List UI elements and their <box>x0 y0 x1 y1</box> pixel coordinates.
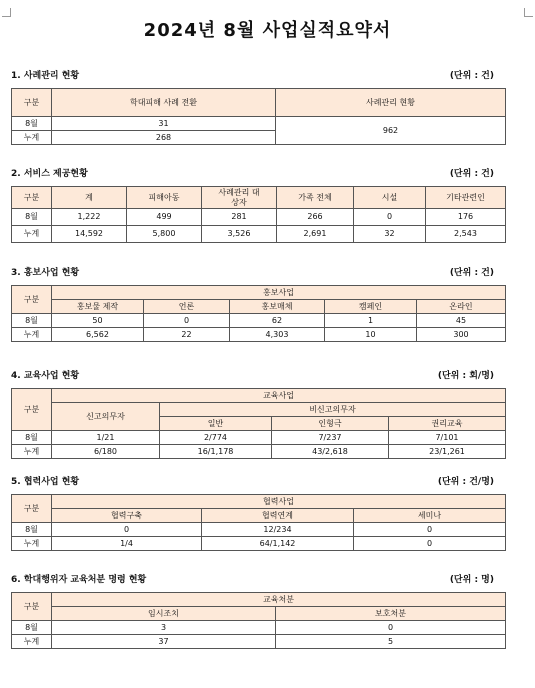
table-cell: 2/774 <box>160 431 272 445</box>
header-cell: 신고의무자 <box>52 403 160 431</box>
section-heading: 6. 학대행위자 교육처분 명령 현황 <box>11 575 147 585</box>
header-cell: 구분 <box>12 89 52 117</box>
row-label: 누계 <box>12 635 52 649</box>
table-cell: 1,222 <box>52 209 127 226</box>
table-cell: 7/101 <box>389 431 506 445</box>
section-promotion <box>11 265 506 342</box>
header-cell: 일반 <box>160 417 272 431</box>
header-cell: 구분 <box>12 187 52 209</box>
table-cell: 1/21 <box>52 431 160 445</box>
row-label: 8월 <box>12 314 52 328</box>
header-cell: 권리교육 <box>389 417 506 431</box>
table-cell: 176 <box>426 209 506 226</box>
header-cell: 언론 <box>144 300 230 314</box>
row-label: 누계 <box>12 445 52 459</box>
table-cell: 266 <box>277 209 354 226</box>
section-cooperation <box>11 474 506 551</box>
section-case-management <box>11 68 506 145</box>
education-table <box>11 388 506 459</box>
unit-label: (단위 : 건) <box>449 169 494 179</box>
section-education <box>11 368 506 459</box>
header-cell: 피해아동 <box>127 187 202 209</box>
case-management-table <box>11 88 506 145</box>
table-cell: 0 <box>354 523 506 537</box>
header-cell: 협력연계 <box>202 509 354 523</box>
row-label: 누계 <box>12 131 52 145</box>
group-header: 홍보사업 <box>52 286 506 300</box>
header-cell: 캠페인 <box>325 300 417 314</box>
table-cell: 4,303 <box>230 328 325 342</box>
section-heading: 1. 사례관리 현황 <box>11 71 80 81</box>
header-cell: 가족 전체 <box>277 187 354 209</box>
table-cell: 499 <box>127 209 202 226</box>
section-heading: 5. 협력사업 현황 <box>11 477 80 487</box>
table-cell: 14,592 <box>52 226 127 243</box>
disposition-table <box>11 592 506 649</box>
row-label: 8월 <box>12 523 52 537</box>
table-cell: 1/4 <box>52 537 202 551</box>
table-cell: 6/180 <box>52 445 160 459</box>
document-title: 2024년 8월 사업실적요약서 <box>143 20 392 41</box>
section-service <box>11 166 506 243</box>
header-cell: 세미나 <box>354 509 506 523</box>
unit-label: (단위 : 건) <box>449 71 494 81</box>
table-cell: 5,800 <box>127 226 202 243</box>
row-label: 8월 <box>12 117 52 131</box>
row-label: 8월 <box>12 431 52 445</box>
cooperation-table <box>11 494 506 551</box>
table-cell: 50 <box>52 314 144 328</box>
table-cell: 3 <box>52 621 276 635</box>
table-cell: 0 <box>276 621 506 635</box>
header-cell: 홍보물 제작 <box>52 300 144 314</box>
table-cell: 1 <box>325 314 417 328</box>
table-cell: 2,543 <box>426 226 506 243</box>
table-cell: 23/1,261 <box>389 445 506 459</box>
header-cell: 구분 <box>12 495 52 523</box>
header-cell: 구분 <box>12 593 52 621</box>
header-cell: 온라인 <box>417 300 506 314</box>
section-heading: 4. 교육사업 현황 <box>11 371 80 381</box>
table-cell: 16/1,178 <box>160 445 272 459</box>
unit-label: (단위 : 명) <box>449 575 494 585</box>
table-cell: 22 <box>144 328 230 342</box>
table-cell: 62 <box>230 314 325 328</box>
table-cell: 45 <box>417 314 506 328</box>
table-cell: 31 <box>52 117 276 131</box>
table-cell: 300 <box>417 328 506 342</box>
subgroup-header: 비신고의무자 <box>160 403 506 417</box>
table-cell: 43/2,618 <box>272 445 389 459</box>
group-header: 교육처분 <box>52 593 506 607</box>
header-cell: 학대피해 사례 전환 <box>52 89 276 117</box>
table-cell: 0 <box>354 537 506 551</box>
table-cell: 12/234 <box>202 523 354 537</box>
table-cell: 10 <box>325 328 417 342</box>
table-cell: 0 <box>354 209 426 226</box>
row-label: 누계 <box>12 226 52 243</box>
header-cell: 사례관리 대상자 <box>202 187 277 209</box>
header-cell: 협력구축 <box>52 509 202 523</box>
table-cell: 37 <box>52 635 276 649</box>
header-cell: 시설 <box>354 187 426 209</box>
service-table <box>11 186 506 243</box>
header-cell: 사례관리 현황 <box>276 89 506 117</box>
table-cell: 268 <box>52 131 276 145</box>
header-cell: 계 <box>52 187 127 209</box>
row-label: 8월 <box>12 209 52 226</box>
header-cell: 임시조치 <box>52 607 276 621</box>
section-heading: 2. 서비스 제공현황 <box>11 169 88 179</box>
section-heading: 3. 홍보사업 현황 <box>11 268 80 278</box>
header-cell: 홍보매체 <box>230 300 325 314</box>
row-label: 누계 <box>12 537 52 551</box>
table-cell: 0 <box>52 523 202 537</box>
promotion-table <box>11 285 506 342</box>
table-cell: 5 <box>276 635 506 649</box>
table-cell: 962 <box>276 117 506 145</box>
group-header: 교육사업 <box>52 389 506 403</box>
table-cell: 32 <box>354 226 426 243</box>
unit-label: (단위 : 건/명) <box>437 477 494 487</box>
row-label: 누계 <box>12 328 52 342</box>
unit-label: (단위 : 건) <box>449 268 494 278</box>
header-cell: 기타관련인 <box>426 187 506 209</box>
header-cell: 구분 <box>12 389 52 431</box>
section-disposition <box>11 572 506 649</box>
table-cell: 2,691 <box>277 226 354 243</box>
unit-label: (단위 : 회/명) <box>437 371 494 381</box>
table-cell: 281 <box>202 209 277 226</box>
row-label: 8월 <box>12 621 52 635</box>
group-header: 협력사업 <box>52 495 506 509</box>
header-cell: 보호처분 <box>276 607 506 621</box>
table-cell: 6,562 <box>52 328 144 342</box>
header-cell: 인형극 <box>272 417 389 431</box>
table-cell: 0 <box>144 314 230 328</box>
header-cell: 구분 <box>12 286 52 314</box>
table-cell: 7/237 <box>272 431 389 445</box>
table-cell: 3,526 <box>202 226 277 243</box>
table-cell: 64/1,142 <box>202 537 354 551</box>
